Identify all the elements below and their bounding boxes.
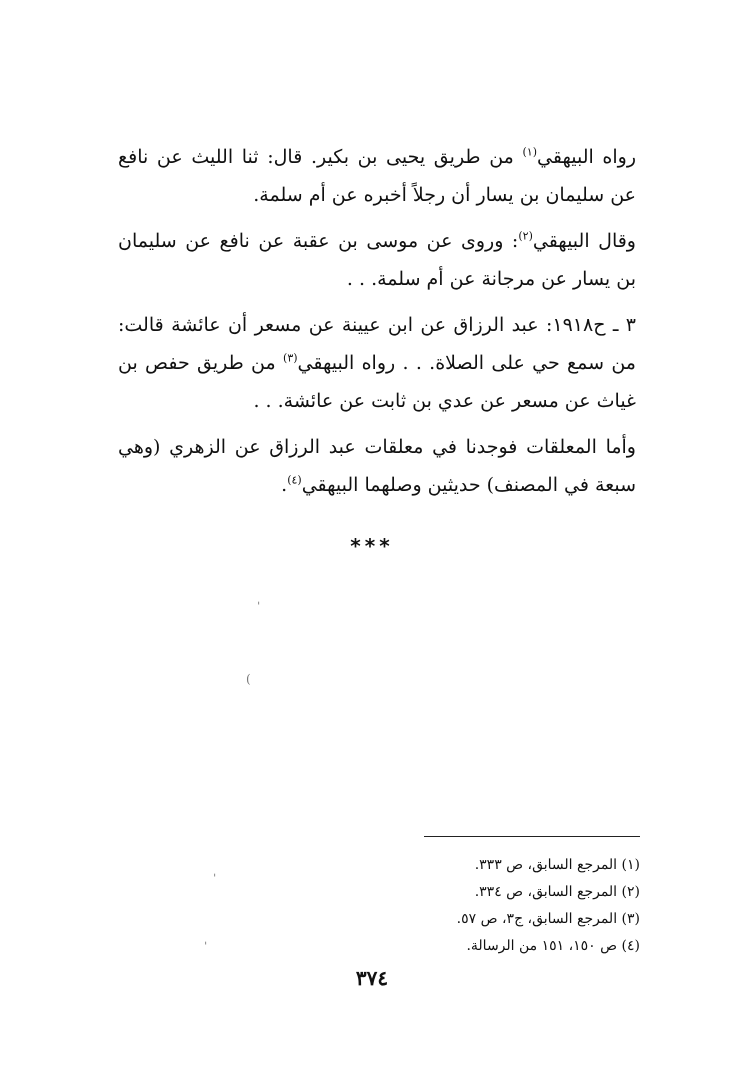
- footnote-ref-2: (٢): [518, 229, 533, 243]
- scan-speck: ˈ: [204, 940, 208, 954]
- scan-speck: (: [246, 672, 251, 686]
- paragraph-3-text-b: من طريق حفص بن غياث عن مسعر عن عدي بن ثابت عن عائشة. . .: [118, 352, 636, 412]
- footnote-ref-4: (٤): [287, 473, 302, 487]
- paragraph-2-text-b: : وروى عن موسى بن عقبة عن نافع عن سليمان بن يسار عن مرجانة عن أم سلمة. . .: [118, 230, 636, 290]
- paragraph-4-text-b: .: [281, 474, 288, 496]
- footnotes: [300, 852, 640, 960]
- main-text: [118, 138, 636, 512]
- paragraph-2: [118, 222, 636, 298]
- footnote-divider: [424, 836, 640, 837]
- scan-speck: ˈ: [257, 600, 261, 614]
- footnote-ref-1: (١): [522, 145, 538, 159]
- scan-speck: ˈ: [213, 872, 217, 886]
- paragraph-4-text-a: وأما المعلقات فوجدنا في معلقات عبد الرزاق عن الزهري (وهي سبعة في المصنف) حديثين وصلهما البيهقي: [118, 436, 636, 496]
- footnote-1: (١) المرجع السابق، ص ٣٣٣.: [474, 857, 640, 873]
- paragraph-3: [118, 306, 636, 420]
- footnote-2: (٢) المرجع السابق، ص ٣٣٤.: [474, 884, 640, 900]
- paragraph-4: [118, 428, 636, 504]
- paragraph-2-text-a: وقال البيهقي: [532, 230, 636, 252]
- footnote-3: (٣) المرجع السابق، ج٣، ص ٥٧.: [456, 911, 640, 927]
- paragraph-3-text-a: ٣ ـ ح١٩١٨: عبد الرزاق عن ابن عيينة عن مسعر أن عائشة قالت: من سمع حي على الصلاة. . . رواه البيهقي: [118, 314, 636, 374]
- section-separator: ***: [350, 534, 394, 558]
- footnote-ref-3: (٣): [283, 351, 298, 365]
- paragraph-1-text-a: رواه البيهقي: [537, 146, 636, 168]
- page-number: ٣٧٤: [355, 966, 389, 990]
- paragraph-1: [118, 138, 636, 214]
- footnote-4: (٤) ص ١٥٠، ١٥١ من الرسالة.: [466, 938, 640, 954]
- paragraph-1-text-b: من طريق يحيى بن بكير. قال: ثنا الليث عن نافع عن سليمان بن يسار أن رجلاً أخبره عن أم سلمة.: [118, 146, 636, 206]
